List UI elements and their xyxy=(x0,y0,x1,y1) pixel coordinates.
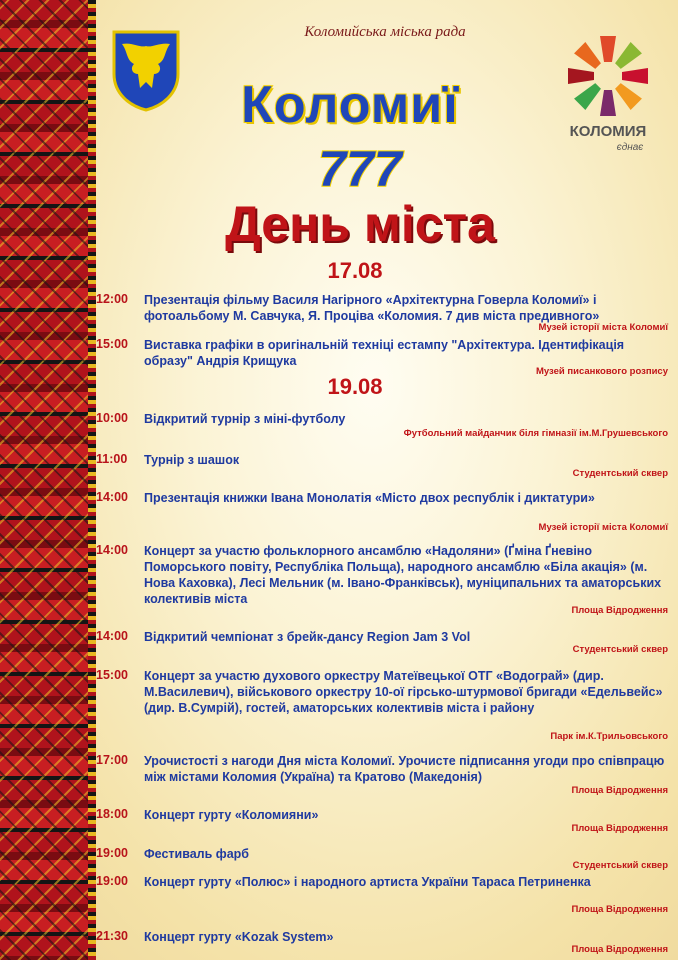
title-city-name: Коломиї xyxy=(241,76,459,134)
event-time: 19:00 xyxy=(96,846,128,860)
event-time: 10:00 xyxy=(96,411,128,425)
event-description: Відкритий турнір з міні-футболу xyxy=(144,412,346,426)
event-description: Концерт за участю фольклорного ансамблю «Надоляни» (Ґміна Ґневіно Поморського повіту, Республіка Польща), народного ансамблю «Біла акація» (м. Нова Каховка), Лесі Мельник (м. Івано-Франківськ), муніципальних та аматорських колективів міста xyxy=(144,544,662,606)
event-time: 12:00 xyxy=(96,292,128,306)
city-council-label: Коломийська міська рада xyxy=(304,24,466,40)
event-location: Площа Відродження xyxy=(571,823,668,834)
event-location: Музей історії міста Коломиї xyxy=(538,322,668,333)
event-description: Концерт за участю духового оркестру Матеївецької ОТГ «Водограй» (дир. М.Василевич), військового оркестру 10-ої гірсько-штурмової бригади «Едельвейс» (дир. В.Сумрій), гостей, аматорських колективів міста і району xyxy=(144,669,663,715)
event-description: Концерт гурту «Полюс» і народного артиста України Тараса Петриненка xyxy=(144,875,591,889)
ornament-edge-stripe xyxy=(88,0,96,960)
kolomyia-unites-logo-icon xyxy=(558,28,658,158)
event-location: Площа Відродження xyxy=(571,605,668,616)
event-description: Виставка графіки в оригінальній техніці естампу "Архітектура. Ідентифікація образу" Андрія Крищука xyxy=(144,338,625,368)
event-description: Відкритий чемпіонат з брейк-дансу Region Jam 3 Vol xyxy=(144,630,471,644)
embroidery-ornament-border xyxy=(0,0,88,960)
event-description: Концерт гурту «Kozak System» xyxy=(144,930,334,944)
event-time: 14:00 xyxy=(96,629,128,643)
title-city-day: День міста xyxy=(225,196,495,252)
event-location: Музей історії міста Коломиї xyxy=(538,522,668,533)
logo-text: КОЛОМИЯ xyxy=(569,123,647,140)
title-anniversary-number: 777 xyxy=(318,141,402,197)
event-location: Студентський сквер xyxy=(572,860,668,871)
event-time: 19:00 xyxy=(96,874,128,888)
event-location: Парк ім.К.Трильовського xyxy=(550,731,668,742)
event-description: Турнір з шашок xyxy=(144,453,240,467)
event-location: Футбольний майданчик біля гімназії ім.М.Грушевського xyxy=(403,428,668,439)
event-description: Фестиваль фарб xyxy=(144,847,250,861)
event-location: Площа Відродження xyxy=(571,904,668,915)
event-time: 17:00 xyxy=(96,753,128,767)
event-location: Площа Відродження xyxy=(571,785,668,796)
event-time: 15:00 xyxy=(96,337,128,351)
event-location: Музей писанкового розпису xyxy=(535,366,668,377)
event-description: Урочистості з нагоди Дня міста Коломиї. Урочисте підписання угоди про співпрацю між містами Коломия (Україна) та Кратово (Македонія) xyxy=(144,754,665,784)
event-time: 21:30 xyxy=(96,929,128,943)
event-time: 14:00 xyxy=(96,543,128,557)
event-location: Студентський сквер xyxy=(572,468,668,479)
date-heading-17-08: 17.08 xyxy=(327,258,383,283)
logo-subtext: єднає xyxy=(616,142,644,153)
date-heading-19-08: 19.08 xyxy=(327,374,383,399)
event-description: Презентація фільму Василя Нагірного «Архітектурна Говерла Коломиї» і фотоальбому М. Савчука, Я. Проціва «Коломия. 7 див міста предивного» xyxy=(144,293,600,323)
event-description: Презентація книжки Івана Монолатія «Місто двох республік і диктатури» xyxy=(144,491,595,505)
event-location: Студентський сквер xyxy=(572,644,668,655)
event-time: 14:00 xyxy=(96,490,128,504)
event-location: Площа Відродження xyxy=(571,944,668,955)
event-time: 11:00 xyxy=(96,452,128,466)
event-description: Концерт гурту «Коломияни» xyxy=(144,808,319,822)
event-time: 15:00 xyxy=(96,668,128,682)
event-time: 18:00 xyxy=(96,807,128,821)
